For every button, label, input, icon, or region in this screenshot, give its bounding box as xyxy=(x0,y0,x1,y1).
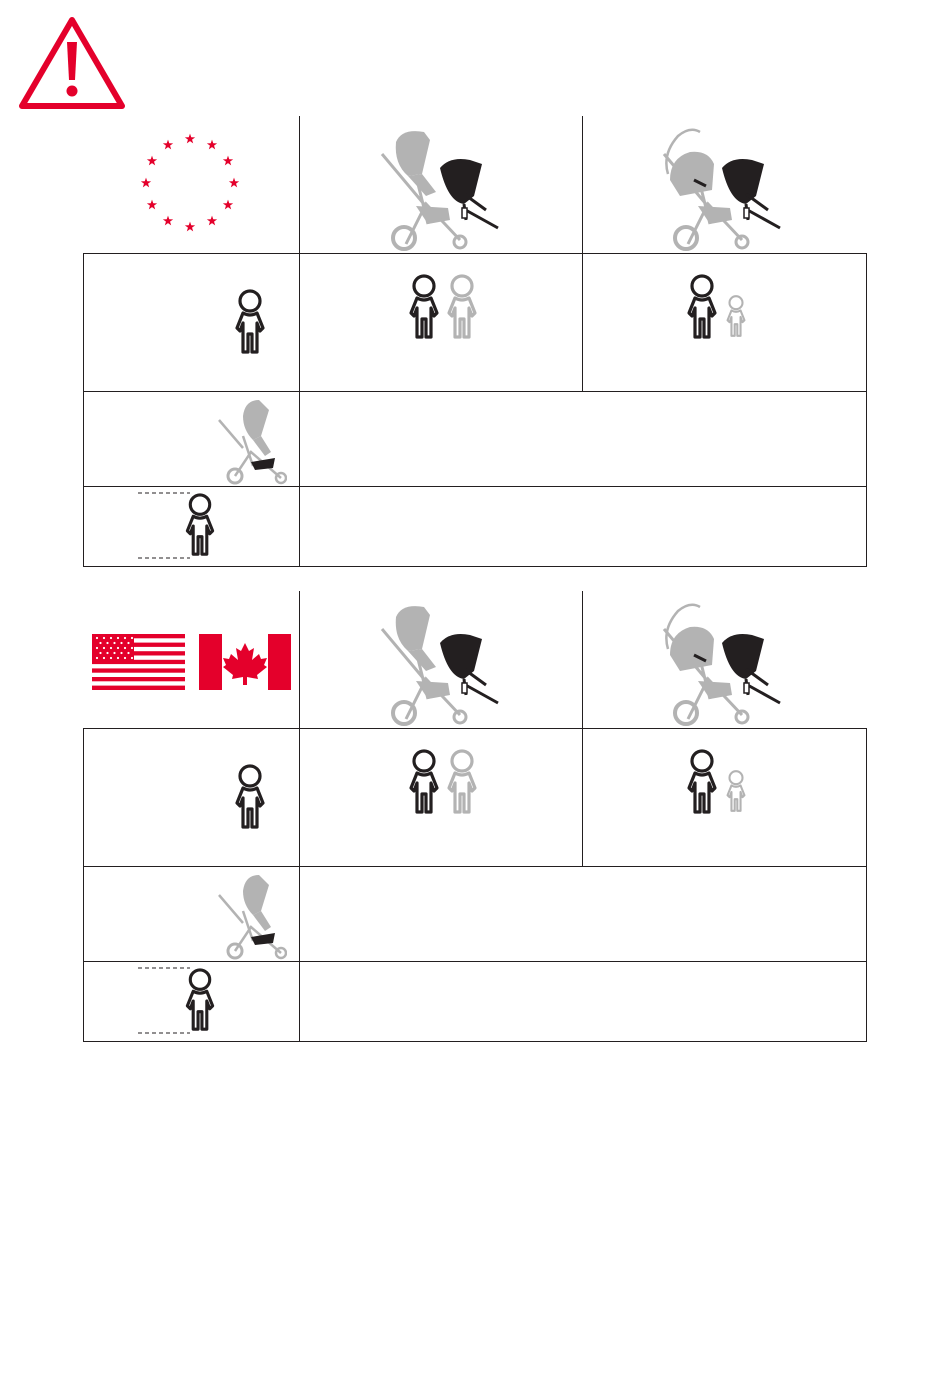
us-ca-config-table xyxy=(0,591,950,1043)
child-height-icon xyxy=(136,490,222,562)
usa-flag-icon xyxy=(92,634,185,690)
child-icon xyxy=(230,288,270,358)
child-icon xyxy=(442,748,482,818)
double-stroller-infant-seat-icon xyxy=(660,599,790,729)
child-icon xyxy=(404,273,444,343)
child-icon xyxy=(230,763,270,833)
double-stroller-two-seats-icon xyxy=(378,599,508,729)
single-stroller-icon xyxy=(215,396,287,486)
single-stroller-icon xyxy=(215,871,287,961)
canada-flag-icon xyxy=(199,634,291,690)
child-height-icon xyxy=(136,965,222,1037)
double-stroller-two-seats-icon xyxy=(378,124,508,254)
child-icon xyxy=(682,273,722,343)
infant-icon xyxy=(723,769,749,815)
child-icon xyxy=(442,273,482,343)
child-icon xyxy=(682,748,722,818)
double-stroller-infant-seat-icon xyxy=(660,124,790,254)
warning-triangle-icon xyxy=(18,16,126,112)
infant-icon xyxy=(723,294,749,340)
eu-config-table xyxy=(0,116,950,568)
child-icon xyxy=(404,748,444,818)
eu-stars-icon xyxy=(130,126,250,246)
